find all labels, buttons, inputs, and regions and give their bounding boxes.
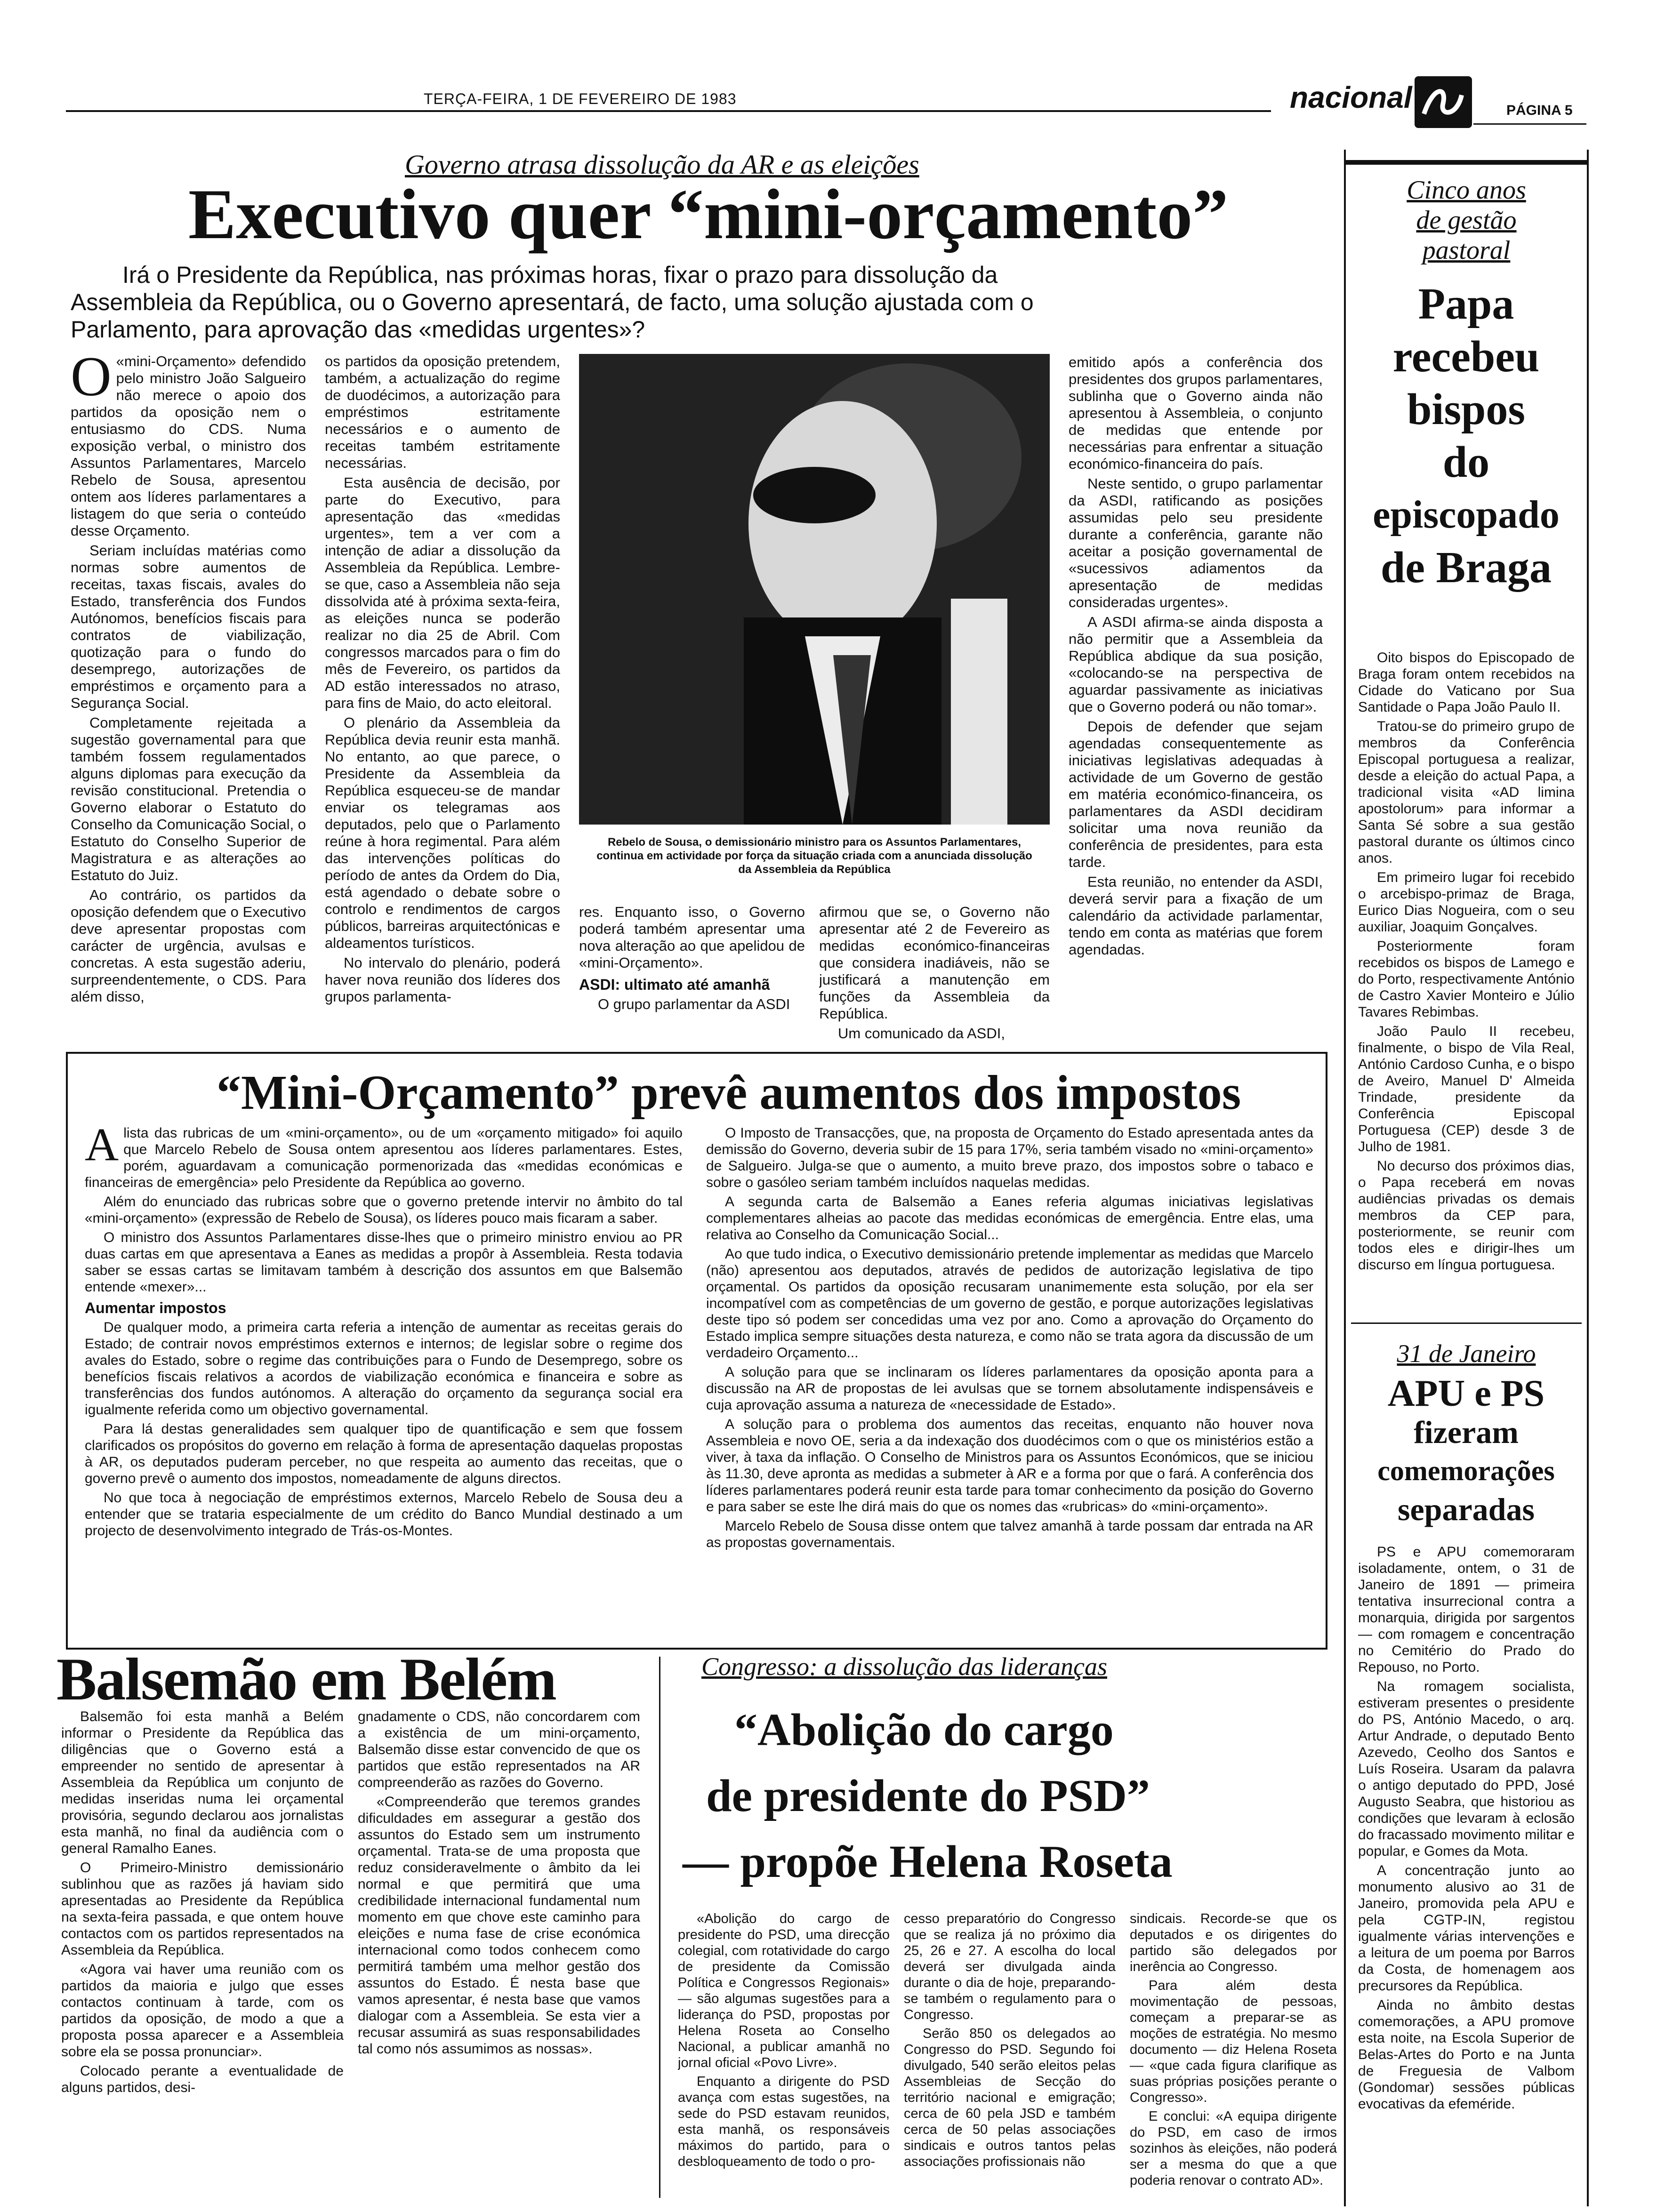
apu-paragraph: Na romagem socialista, estiveram presentes o presidente do PS, António Macedo, o arq. Artur Andrade, o deputado Bento Azevedo, Ceolho dos Santos e Luís Roseira. Usaram da palavra o antigo deputado do PPD, José Augusto Seabra, que historiou as condições que levaram à eclosão do fracassado movimento militar e popular, e Gomes da Mota. <box>1358 1679 1575 1859</box>
lead-kicker: Governo atrasa dissolução da AR e as eleições <box>405 149 919 180</box>
mini-headline: “Mini-Orçamento” prevê aumentos dos impostos <box>217 1066 1241 1120</box>
balsemao-paragraph: «Agora vai haver uma reunião com os partidos da maioria e julgo que esses contactos continuam à tarde, com os partidos da oposição, de modo a que a proposta possa aparecer e a Assembleia sobre ela se possa pronunciar». <box>61 1962 344 2060</box>
congresso-col-1 <box>678 1911 890 2203</box>
congresso-col-3 <box>1130 1911 1337 2203</box>
mini-col-left <box>85 1125 683 1638</box>
papa-paragraph: Tratou-se do primeiro grupo de membros da Conferência Episcopal portuguesa a realizar, desde a eleição do actual Papa, a tradicional visita «AD limina apostolorum» para informar a Santa Sé sobre a sua gestão pastoral durante os últimos cinco anos. <box>1358 719 1575 866</box>
apu-headline-line: comemorações <box>1377 1455 1555 1486</box>
papa-headline-line: Papa <box>1418 280 1514 329</box>
balsemao-col-2 <box>358 1708 640 2203</box>
apu-body <box>1358 1544 1575 2198</box>
congresso-paragraph: E conclui: «A equipa dirigente do PSD, em caso de irmos sozinhos às eleições, não poderá ser a mesma do que a que poderia renovar o contrato AD». <box>1130 2109 1337 2188</box>
papa-kicker <box>1351 175 1582 265</box>
balsemao-paragraph: «Compreenderão que teremos grandes dificuldades em assegurar a gestão dos assuntos do Estado sem um instrumento orçamental. Trata-se de uma proposta que reduz consideravelmente o âmbito da lei normal e que permitirá que uma credibilidade internacional fundamental num momento em que chove este caminho para eleições e numa fase de crise económica internacional como todos conhecem como permitirá também uma melhor gestão dos assuntos do Estado. É nesta base que vamos apresentar, é nesta base que vamos dialogar com a Assembleia. Se esta vier a recusar assumirá as suas responsabilidades tal como nós assumimos as nossas». <box>358 1794 640 2057</box>
papa-paragraph: João Paulo II recebeu, finalmente, o bispo de Vila Real, António Cardoso Cunha, e o bispo de Aveiro, Manuel D' Almeida Trindade, presidente da Conferência Episcopal Portuguesa (CEP) desde 3 de Julho de 1981. <box>1358 1024 1575 1154</box>
congresso-kicker: Congresso: a dissolução das lideranças <box>701 1652 1107 1681</box>
lead-paragraph: os partidos da oposição pretendem, também, a actualização do regime de duodécimos, a autorização para empréstimos estritamente necessários e o aumento de receitas também estritamente necessárias. <box>325 353 560 471</box>
congresso-paragraph: Para além desta movimentação de pessoas, começam a preparar-se as moções de estratégia. No mesmo documento — diz Helena Roseta — «que cada figura clarifique as suas próprias posições perante o Congresso». <box>1130 1978 1337 2105</box>
apu-headline-line: fizeram <box>1414 1414 1519 1450</box>
mini-paragraph: O Imposto de Transacções, que, na proposta de Orçamento do Estado apresentada antes da demissão do Governo, deveria subir de 15 para 17%, seria também visado no «mini-orçamento» de Salgueiro. Julga-se que o aumento, a muito breve prazo, dos impostos sobre o tabaco e sobre o gasóleo seriam também incluídos naquelas medidas. <box>706 1125 1313 1190</box>
lead-standfirst: Irá o Presidente da República, nas próximas horas, fixar o prazo para dissolução da Assembleia da República, ou o Governo apresentará, de facto, uma solução ajustada com o Parlamento, para aprovação das «medidas urgentes»? <box>71 262 1034 343</box>
mini-paragraph: O ministro dos Assuntos Parlamentares disse-lhes que o primeiro ministro enviou ao PR duas cartas em que apresentava a Eanes as medidas a propôr à Assembleia. Resta todavia saber se essas cartas se limitavam também à descrição dos assuntos em que Balsemão entende «mexer»... <box>85 1230 683 1295</box>
apu-paragraph: Ainda no âmbito destas comemorações, a APU promove esta noite, na Escola Superior de Belas-Artes do Porto e na Junta de Freguesia de Valbom (Gondomar) sessões públicas evocativas da efeméride. <box>1358 1997 1575 2112</box>
lead-col-2 <box>325 353 560 1045</box>
mini-paragraph: De qualquer modo, a primeira carta referia a intenção de aumentar as receitas gerais do Estado; de contrair novos empréstimos externos e internos; de legislar sobre o regime dos avales do Estado, sobre o regime das contribuições para o Fundo de Desemprego, sobre os benefícios fiscais relativos a acordos de viabilização económica e financeira e sobre as transferências dos fundos autónomos. A alteração do orçamento da segurança social era igualmente referida como um objectivo governamental. <box>85 1320 683 1418</box>
congresso-paragraph: Serão 850 os delegados ao Congresso do PSD. Segundo foi divulgado, 540 serão eleitos pelas Assembleias de Secção do território nacional e emigração; cerca de 60 pela JSD e também cerca de 50 pelas associações sindicais e outros tantos pelas associações profissionais não <box>904 2026 1116 2169</box>
sidebar-top-rule <box>1344 160 1589 165</box>
balsemao-col-1 <box>61 1708 344 2203</box>
lead-paragraph: Depois de defender que sejam agendadas consequentemente as iniciativas legislativas adequadas à actividade de um Governo de gestão em matéria económico-financeira, os parlamentares da ASDI decidiram solicitar uma nova reunião da conferência de presidentes, para esta tarde. <box>1069 718 1323 870</box>
papa-headline-line: de Braga <box>1381 543 1552 592</box>
lead-paragraph: Ao contrário, os partidos da oposição defendem que o Executivo deve apresentar propostas com carácter de urgência, avulsas e concretas. A esta sugestão aderiu, surpreendentemente, o CDS. Para além disso, <box>71 887 306 1005</box>
lead-paragraph: Seriam incluídas matérias como normas sobre aumentos de receitas, taxas fiscais, avales do Estado, transferência dos Fundos Autónomos, benefícios fiscais para contratos de viabilização, quotização para o fundo do desemprego, autorizações de empréstimos e orçamento para a Segurança Social. <box>71 542 306 711</box>
photo-caption: Rebelo de Sousa, o demissionário ministro para os Assuntos Parlamentares, continua em actividade por força da situação criada com a anunciada dissolução da Assembleia da República <box>596 836 1032 876</box>
lead-paragraph: Esta reunião, no entender da ASDI, deverá servir para a fixação de um calendário da actividade parlamentar, tendo em conta as matérias que forem agendadas. <box>1069 874 1323 958</box>
lead-col-4 <box>819 904 1050 1045</box>
mini-paragraph: A segunda carta de Balsemão a Eanes referia algumas iniciativas legislativas complementares alheias ao pacote das medidas económicas de emergência. Entre elas, uma relativa ao Conselho da Comunicação Social... <box>706 1194 1313 1242</box>
lead-paragraph: O plenário da Assembleia da República devia reunir esta manhã. No entanto, ao que parece, o Presidente da Assembleia da República esqueceu-se de mandar enviar os telegramas aos deputados, pelo que o Parlamento reúne à hora regimental. Para além das intervenções políticas do período de antes da Ordem do Dia, está agendado o debate sobre o controlo e rendimentos de cargos públicos, barreiras arquitectónicas e aldeamentos turísticos. <box>325 714 560 951</box>
column-divider <box>659 1657 660 2198</box>
mini-paragraph: Além do enunciado das rubricas sobre que o governo pretende intervir no âmbito do tal «mini-orçamento» (expressão de Rebelo de Sousa), os líderes pouco mais ficaram a saber. <box>85 1194 683 1226</box>
rebelo-de-sousa-photo <box>579 354 1050 825</box>
papa-kicker-line: pastoral <box>1422 236 1511 265</box>
apu-paragraph: A concentração junto ao monumento alusivo ao 31 de Janeiro, promovida pela APU e pela CGTP-IN, registou igualmente várias intervenções e a leitura de um poema por Barros da Costa, de homenagem aos precursores da República. <box>1358 1863 1575 1994</box>
congresso-paragraph: «Abolição do cargo de presidente do PSD, uma direcção colegial, com rotatividade do cargo de presidente da Comissão Política e Congressos Regionais» — são algumas sugestões para a liderança do PSD, propostas por Helena Roseta ao Conselho Nacional, a publicar amanhã no jornal oficial «Povo Livre». <box>678 1911 890 2070</box>
section-name: nacional <box>1290 80 1412 114</box>
mini-paragraph: A solução para o problema dos aumentos das receitas, enquanto não houver nova Assembleia e novo OE, seria a da indexação dos duodécimos com o que os ministérios estão a viver, à taxa da inflação. O Conselho de Ministros para os Assuntos Económicos, que se iniciou às 11.30, deve apronta as medidas a submeter à AR e a forma por que o fará. A conferência dos líderes parlamentares poderá reunir esta tarde para tomar conhecimento da posição do Governo e para saber se este lhe dirá mais do que os nomes das «rubricas» do «mini-orçamento». <box>706 1417 1313 1515</box>
congresso-col-2 <box>904 1911 1116 2203</box>
papa-paragraph: No decurso dos próximos dias, o Papa receberá em novas audiências privadas os demais membros da CEP para, posteriormente, se reunir com todos eles e dirigir-lhes um discurso em língua portuguesa. <box>1358 1158 1575 1273</box>
apu-paragraph: PS e APU comemoraram isoladamente, ontem, o 31 de Janeiro de 1891 — primeira tentativa insurrecional contra a monarquia, dirigida por sargentos — com romagem e concentração no Cemitério do Prado do Repouso, no Porto. <box>1358 1544 1575 1675</box>
sidebar-divider <box>1351 1322 1582 1324</box>
apu-headline <box>1347 1374 1585 1529</box>
dn-logo-icon <box>1415 76 1472 128</box>
lead-paragraph: res. Enquanto isso, o Governo poderá também apresentar uma nova alteração ao que apelidou de «mini-Orçamento». <box>579 904 805 971</box>
papa-paragraph: Oito bispos do Episcopado de Braga foram ontem recebidos na Cidade do Vaticano por Sua Santidade o Papa João Paulo II. <box>1358 650 1575 715</box>
papa-kicker-line: Cinco anos <box>1407 176 1526 205</box>
apu-headline-line: separadas <box>1398 1491 1535 1527</box>
papa-headline-line: bispos <box>1407 385 1525 434</box>
papa-kicker-line: de gestão <box>1416 206 1517 235</box>
mini-paragraph: Para lá destas generalidades sem qualquer tipo de quantificação e sem que fossem clarificados os propósitos do governo em relação à forma de apresentação daquelas propostas à AR, os deputados puderam perceber, no que respeita ao aumento das receitas, que o governo prevê o aumento dos impostos, nomeadamente de alguns directos. <box>85 1421 683 1486</box>
congresso-headline-2: de presidente do PSD” <box>706 1771 1150 1821</box>
mini-paragraph: lista das rubricas de um «mini-orçamento», ou de um «orçamento mitigado» foi aquilo que Marcelo Rebelo de Sousa ontem apresentou aos líderes parlamentares. Estes, porém, aguardavam a comunicação pormenorizada das «medidas económicas e financeiras de emergência» pelo Presidente da República ao governo. <box>85 1125 683 1190</box>
lead-paragraph: Neste sentido, o grupo parlamentar da ASDI, ratificando as posições assumidas pelo seu presidente durante a conferência, garante não aceitar a posição governamental de «sucessivos adiamentos da apresentação de medidas consideradas urgentes». <box>1069 475 1323 610</box>
mini-paragraph: Ao que tudo indica, o Executivo demissionário pretende implementar as medidas que Marcelo (não) apresentou aos deputados, através de pedidos de autorização legislativa de tipo orçamental. Os partidos da oposição recusaram unanimemente esta solução, por ela ser incompatível com as competências de um governo de gestão, e porque autorizações legislativas deste tipo só podem ser concedidas uma vez por ano. Como a aprovação do Orçamento do Estado implica sempre situações desta natureza, e como não se trata agora da discussão de um verdadeiro Orçamento... <box>706 1246 1313 1361</box>
lead-col-5 <box>1069 354 1323 1045</box>
papa-body <box>1358 649 1575 1308</box>
lead-paragraph: afirmou que se, o Governo não apresentar até 2 de Fevereiro as medidas económico-financeiras que considera inadiáveis, não se justificará a manutenção em funções da Assembleia da República. <box>819 904 1050 1022</box>
lead-paragraph: No intervalo do plenário, poderá haver nova reunião dos líderes dos grupos parlamenta- <box>325 954 560 1005</box>
balsemao-paragraph: gnadamente o CDS, não concordarem com a existência de um mini-orçamento, Balsemão disse estar convencido de que os partidos que estão representados na AR compreenderão as razões do Governo. <box>358 1709 640 1790</box>
lead-headline: Executivo quer “mini-orçamento” <box>188 175 1229 254</box>
congresso-headline-1: “Abolição do cargo <box>734 1705 1114 1755</box>
mini-subhead: Aumentar impostos <box>85 1299 226 1316</box>
lead-paragraph: Um comunicado da ASDI, <box>838 1025 1005 1042</box>
papa-paragraph: Em primeiro lugar foi recebido o arcebispo-primaz de Braga, Eurico Dias Nogueira, com o seu auxiliar, Joaquim Gonçalves. <box>1358 870 1575 935</box>
balsemao-paragraph: Balsemão foi esta manhã a Belém informar o Presidente da República das diligências que o Governo está a empreender no sentido de apresentar à Assembleia da República um conjunto de medidas inseridas numa lei orçamental provisória, segundo declarou aos jornalistas esta manhã, no final da audiência com o general Ramalho Eanes. <box>61 1709 344 1856</box>
lead-paragraph: O grupo parlamentar da ASDI <box>598 996 790 1012</box>
header-rule-right <box>1473 123 1586 125</box>
lead-paragraph: emitido após a conferência dos presidentes dos grupos parlamentares, sublinha que o Governo ainda não apresentou à Assembleia, o conjunto de medidas que entende por necessárias para enfrentar a situação económico-financeira do país. <box>1069 354 1323 472</box>
congresso-headline-3: — propõe Helena Roseta <box>683 1836 1173 1887</box>
papa-headline <box>1347 278 1585 594</box>
mini-paragraph: Marcelo Rebelo de Sousa disse ontem que talvez amanhã à tarde possam dar entrada na AR as propostas governamentais. <box>706 1518 1313 1550</box>
congresso-paragraph: Enquanto a dirigente do PSD avança com estas sugestões, na sede do PSD estavam reunidos, esta manhã, os responsáveis máximos do partido, para o desbloqueamento de todo o pro- <box>678 2074 890 2169</box>
header-date: TERÇA-FEIRA, 1 DE FEVEREIRO DE 1983 <box>424 90 737 107</box>
mini-dropcap: A <box>85 1125 119 1170</box>
apu-headline-line: APU e PS <box>1387 1373 1545 1414</box>
balsemao-paragraph: O Primeiro-Ministro demissionário sublinhou que as razões já haviam sido apresentadas ao Presidente da República na sexta-feira passada, e que ontem houve contactos com os partidos representados na Assembleia da República. <box>61 1860 344 1958</box>
page-number: PÁGINA 5 <box>1506 103 1573 118</box>
apu-kicker: 31 de Janeiro <box>1397 1339 1536 1368</box>
mini-paragraph: A solução para que se inclinaram os líderes parlamentares da oposição aponta para a discussão na AR de propostas de lei avulsas que se tornem absolutamente indispensáveis e cuja aprovação assuma a natureza de «necessidade de Estado». <box>706 1364 1313 1413</box>
papa-headline-line: recebeu <box>1392 332 1540 381</box>
papa-headline-line: do <box>1442 438 1490 487</box>
lead-paragraph: «mini-Orçamento» defendido pelo ministro João Salgueiro não merece o apoio dos partidos da oposição nem o entusiasmo do CDS. Numa exposição verbal, o ministro dos Assuntos Parlamentares, Marcelo Rebelo de Sousa, apresentou ontem aos líderes parlamentares a listagem do que seria o conteúdo desse Orçamento. <box>71 353 306 539</box>
papa-headline-line: episcopado <box>1373 493 1560 537</box>
balsemao-headline: Balsemão em Belém <box>56 1646 556 1713</box>
lead-col-1 <box>71 353 306 1045</box>
balsemao-paragraph: Colocado perante a eventualidade de alguns partidos, desi- <box>61 2063 344 2095</box>
mini-col-right <box>706 1125 1313 1638</box>
lead-dropcap: O <box>71 353 112 408</box>
header-rule <box>66 110 1271 112</box>
mini-paragraph: No que toca à negociação de empréstimos externos, Marcelo Rebelo de Sousa deu a entender que se trataria especialmente de um crédito do Banco Mundial destinado a um projecto de desenvolvimento integrado de Trás-os-Montes. <box>85 1490 683 1539</box>
asdi-subhead: ASDI: ultimato até amanhã <box>579 976 770 993</box>
papa-paragraph: Posteriormente foram recebidos os bispos de Lamego e do Porto, respectivamente António de Castro Xavier Monteiro e Júlio Tavares Rebimbas. <box>1358 938 1575 1020</box>
congresso-paragraph: sindicais. Recorde-se que os deputados e os dirigentes do partido são delegados por inerência ao Congresso. <box>1130 1911 1337 1974</box>
congresso-paragraph: cesso preparatório do Congresso que se realiza já no próximo dia 25, 26 e 27. A escolha do local deverá ser divulgada ainda durante o dia de hoje, preparando-se também o regulamento para o Congresso. <box>904 1911 1116 2022</box>
lead-paragraph: A ASDI afirma-se ainda disposta a não permitir que a Assembleia da República abdique da sua posição, «colocando-se na perspectiva de aguardar passivamente as iniciativas que o Governo poderá ou não tomar». <box>1069 614 1323 715</box>
lead-col-3 <box>579 904 805 1045</box>
lead-paragraph: Completamente rejeitada a sugestão governamental para que também fossem regulamentados alguns diplomas para execução da revisão constitucional. Pretendia o Governo elaborar o Estatuto do Conselho da Comunicação Social, o Estatuto do Conselho Superior de Magistratura e as alterações ao Estatuto do Juiz. <box>71 714 306 883</box>
lead-paragraph: Esta ausência de decisão, por parte do Executivo, para apresentação das «medidas urgentes», tem a ver com a intenção de adiar a dissolução da Assembleia da República. Lembre-se que, caso a Assembleia não seja dissolvida até à próxima sexta-feira, as eleições nunca se poderão realizar no dia 25 de Abril. Com congressos marcados para o fim do mês de Fevereiro, os partidos da AD estão interessados no atraso, para fins de Maio, do acto eleitoral. <box>325 474 560 711</box>
